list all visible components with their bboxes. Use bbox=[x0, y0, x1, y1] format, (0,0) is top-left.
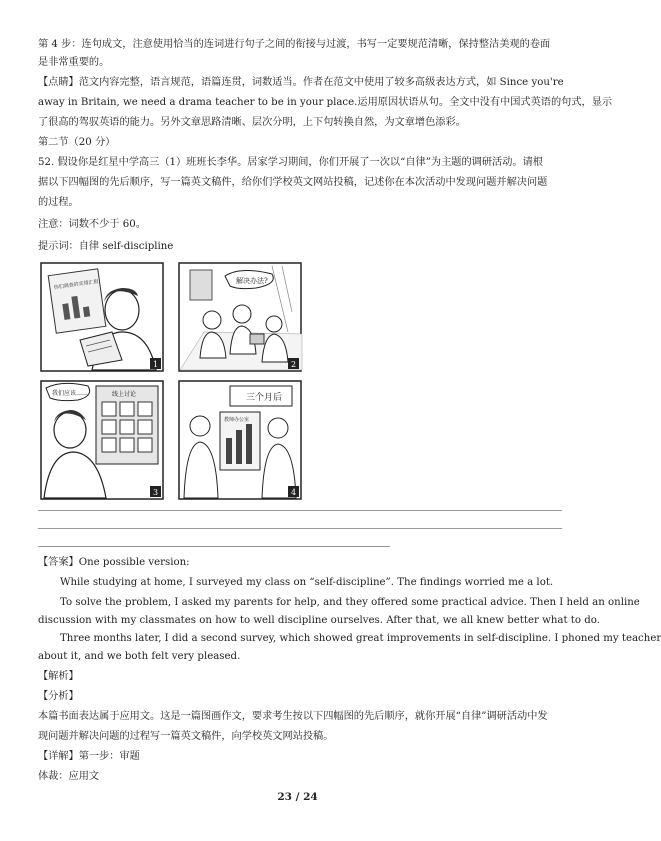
jiexi-label: 【解析】 bbox=[38, 671, 79, 682]
detail-step-1: 【详解】第一步：审题 bbox=[38, 751, 140, 762]
answer-paragraph-1: While studying at home, I surveyed my class on “self-discipline”. The findings worried me a lot. bbox=[60, 577, 554, 588]
question-line-3: 的过程。 bbox=[38, 197, 79, 208]
dianjing-line-2: away in Britain, we need a drama teacher to be in your place.运用原因状语从句。全文中没有中国式英语的句式，显示 bbox=[38, 97, 613, 108]
comic-panel-3 bbox=[41, 381, 163, 499]
panel3-number: 3 bbox=[153, 488, 159, 497]
step4-text-cont: 是非常重要的。 bbox=[38, 57, 110, 68]
answer-paragraph-3-line-1: Three months later, I did a second survey, which showed great improvements in self-discipline. I phoned my teacher bbox=[60, 633, 661, 644]
panel3-screen-text: 线上讨论 bbox=[112, 391, 137, 398]
step4-text: 第 4 步：连句成文，注意使用恰当的连词进行句子之间的衔接与过渡，书写一定要规范清晰，保持整洁美观的卷面 bbox=[38, 39, 551, 50]
dianjing-line-1: 【点睛】范文内容完整，语言规范，语篇连贯，词数适当。作者在范文中使用了较多高级表达方式，如 Since you're bbox=[38, 77, 564, 88]
panel1-number: 1 bbox=[153, 360, 159, 369]
comic-panel-4 bbox=[179, 381, 301, 499]
hint-words: 提示词：自律 self-discipline bbox=[38, 241, 174, 252]
panel2-number: 2 bbox=[291, 360, 297, 369]
analysis-text-line-2: 现问题并解决问题的过程写一篇英文稿件，向学校英文网站投稿。 bbox=[38, 731, 334, 742]
panel4-board-text: 教师办公室 bbox=[224, 417, 250, 423]
panel3-bubble-text: 我们应该…… bbox=[52, 390, 89, 397]
answer-paragraph-2-line-2: discussion with my classmates on how to well discipline ourselves. After that, we all knew better what to do. bbox=[38, 615, 600, 626]
section-header: 第二节（20 分） bbox=[38, 137, 116, 148]
analysis-text-line-1: 本篇书面表达属于应用文。这是一篇图画作文，要求考生按以下四幅图的先后顺序，就你开展“自律”调研活动中发 bbox=[38, 711, 548, 722]
word-count-note: 注意：词数不少于 60。 bbox=[38, 219, 146, 230]
genre-text: 体裁：应用文 bbox=[38, 771, 100, 782]
panel2-bubble-text: 解决办法? bbox=[236, 277, 268, 285]
question-line-2: 据以下四幅图的先后顺序，写一篇英文稿件，给你们学校英文网站投稿，记述你在本次活动中发现问题并解决问题 bbox=[38, 177, 548, 188]
four-panel-comic bbox=[40, 262, 302, 500]
panel1-sign-text: 你们调查的实情汇报 bbox=[53, 278, 99, 292]
answer-label: 【答案】One possible version: bbox=[38, 557, 190, 568]
question-line-1: 52. 假设你是红星中学高三（1）班班长李华。居家学习期间，你们开展了一次以“自律”为主题的调研活动。请根 bbox=[38, 157, 543, 168]
comic-panel-1 bbox=[41, 263, 163, 371]
page-number: 23 / 24 bbox=[277, 791, 318, 803]
panel4-number: 4 bbox=[291, 488, 297, 497]
dianjing-line-3: 了很高的驾驭英语的能力。另外文章思路清晰、层次分明，上下句转换自然，为文章增色添彩。 bbox=[38, 117, 466, 128]
comic-panel-2 bbox=[179, 263, 302, 371]
answer-line-3 bbox=[38, 546, 390, 547]
fenxi-label: 【分析】 bbox=[38, 691, 79, 702]
panel4-banner-text: 三个月后 bbox=[246, 393, 283, 403]
answer-line-1 bbox=[38, 510, 562, 511]
answer-paragraph-2-line-1: To solve the problem, I asked my parents for help, and they offered some practical advice. Then I held an online bbox=[60, 597, 640, 608]
answer-line-2 bbox=[38, 528, 562, 529]
answer-paragraph-3-line-2: about it, and we both felt very pleased. bbox=[38, 651, 241, 662]
